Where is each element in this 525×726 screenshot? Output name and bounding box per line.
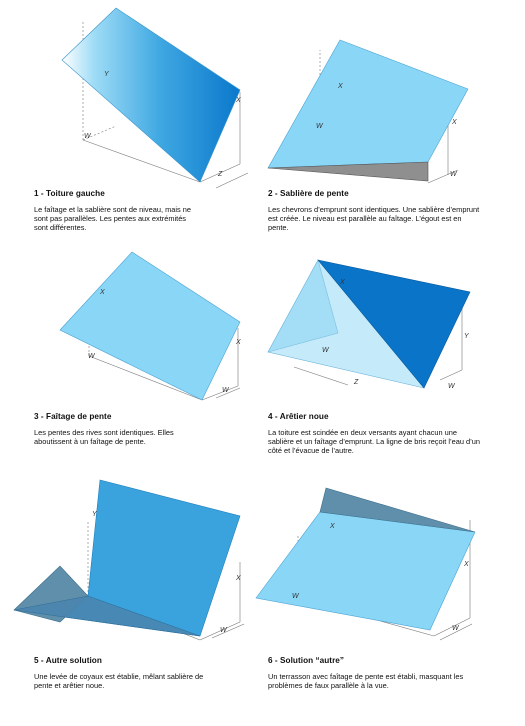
caption-4-title: 4 - Arêtier noue <box>268 412 329 421</box>
diagram-4-label-w: W <box>322 347 329 354</box>
caption-4-description: La toiture est scindée en deux versants ayant chacun une sablière et un faîtage d’emprunt. La ligne de bris reçoit l’eau d’un côté et l’évacue de l’autre. <box>268 428 480 455</box>
diagram-6-label-w-bottom: W <box>452 625 459 632</box>
caption-1 <box>34 189 274 232</box>
diagram-2-label-w-bottom: W <box>450 171 457 178</box>
caption-6-description: Un terrasson avec faîtage de pente est établi, masquant les problèmes de faux parallèle à la vue. <box>268 672 464 690</box>
caption-3 <box>34 412 274 446</box>
caption-2-description: Les chevrons d’emprunt sont identiques. Une sablière d’emprunt est créée. Le niveau est parallèle au faîtage. L’égout est en pente. <box>268 205 480 232</box>
diagram-4-label-y: Y <box>464 333 469 340</box>
diagram-5-autre-solution <box>14 480 244 640</box>
diagram-3-label-w: W <box>88 353 95 360</box>
diagram-4-label-x: X <box>340 279 345 286</box>
diagram-1-label-y: Y <box>104 71 109 78</box>
caption-2 <box>268 189 508 232</box>
caption-3-title: 3 - Faîtage de pente <box>34 412 112 421</box>
diagram-2-sabliere-de-pente <box>268 40 468 183</box>
caption-3-description: Les pentes des rives sont identiques. Elles aboutissent à un faîtage de pente. <box>34 428 174 446</box>
caption-1-title: 1 - Toiture gauche <box>34 189 105 198</box>
diagram-6-label-x: X <box>330 523 335 530</box>
diagram-6-solution-autre <box>256 488 475 640</box>
diagram-3-label-w-bottom: W <box>222 387 229 394</box>
diagram-3-label-x-right: X <box>236 339 241 346</box>
caption-6 <box>268 656 508 690</box>
diagram-4-label-w-bottom: W <box>448 383 455 390</box>
diagram-6-roof-surface <box>256 512 475 630</box>
diagram-5-label-y: Y <box>92 511 97 518</box>
diagram-2-label-x: X <box>338 83 343 90</box>
diagram-6-label-w: W <box>292 593 299 600</box>
diagram-1-toiture-gauche <box>62 8 248 188</box>
diagram-1-roof-surface <box>62 8 240 182</box>
diagram-6-label-x-right: X <box>464 561 469 568</box>
caption-5 <box>34 656 274 690</box>
diagram-2-label-w: W <box>316 123 323 130</box>
diagram-1-label-w: W <box>84 133 91 140</box>
diagram-3-label-x: X <box>100 289 105 296</box>
diagram-4-label-z: Z <box>354 379 359 386</box>
diagram-2-label-x-right: X <box>452 119 457 126</box>
diagram-2-roof-surface <box>268 40 468 168</box>
diagram-3-faitage-de-pente <box>60 252 241 400</box>
caption-1-description: Le faîtage et la sablière sont de niveau, mais ne sont pas parallèles. Les pentes aux extrémités sont différentes. <box>34 205 191 232</box>
caption-4 <box>268 412 508 455</box>
diagram-1-label-x: X <box>236 97 241 104</box>
diagram-1-label-z: Z <box>218 171 223 178</box>
diagram-4-aretier-noue <box>268 260 470 390</box>
diagram-5-label-w: W <box>220 627 227 634</box>
caption-2-title: 2 - Sablière de pente <box>268 189 349 198</box>
caption-5-title: 5 - Autre solution <box>34 656 102 665</box>
diagram-3-roof-surface <box>60 252 240 400</box>
diagram-5-label-x: X <box>236 575 241 582</box>
caption-6-title: 6 - Solution “autre” <box>268 656 345 665</box>
caption-5-description: Une levée de coyaux est établie, mêlant sablière de pente et arêtier noue. <box>34 672 204 690</box>
